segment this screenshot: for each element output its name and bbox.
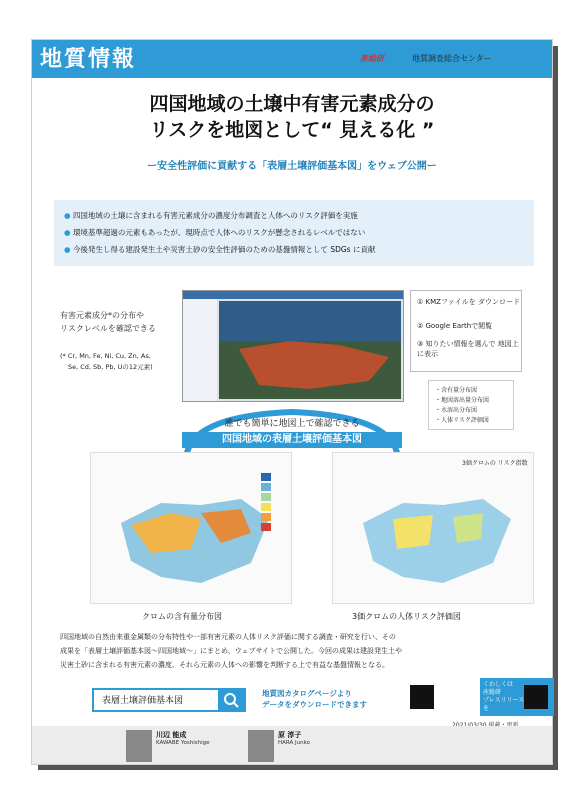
- bullet-text: 環境基準超過の元素もあったが、現時点で人体へのリスクが懸念されるレベルではない: [72, 228, 366, 237]
- main-title-line2: リスクを地図として“ 見える化 ”: [149, 119, 435, 141]
- subtitle: ー安全性評価に貢献する「表層土壌評価基本図」をウェブ公開ー: [147, 161, 437, 172]
- left-text-line2: リスクレベルを確認できる: [60, 324, 156, 333]
- bullet-dot-icon: ●: [64, 211, 73, 220]
- step-select: ③ 知りたい情報を選んで 地図上に表示: [417, 340, 519, 358]
- aist-logo: 産総研: [360, 54, 384, 63]
- press-line: を: [483, 705, 490, 712]
- author-roman-name: HARA Junko: [278, 740, 310, 746]
- category-item: ・含有量分布図: [435, 387, 478, 394]
- category-item: ・人体リスク評価図: [435, 417, 489, 424]
- bullet-text: 今後発生し得る建設発生土や災害土砂の安全性評価のための基盤情報として SDGs に貢献: [72, 245, 376, 254]
- screenshot-map: [219, 301, 401, 399]
- step-view: ② Google Earthで閲覧: [417, 322, 493, 330]
- download-note-line1: 地質図カタログページより: [262, 689, 352, 698]
- bullet-dot-icon: ●: [64, 228, 73, 237]
- map-caption-right: 3価クロムの人体リスク評価図: [352, 612, 461, 621]
- screenshot-sidebar: [183, 299, 217, 401]
- body-paragraph-line: 成果を「表層土壌評価基本図～四国地域～」にまとめ、ウェブサイトで公開した。今回の成果は建設発生土や: [60, 647, 402, 655]
- download-note: [262, 688, 367, 710]
- gsj-logo: 地質調査総合センター: [412, 54, 492, 63]
- author-roman-name: KAWABE Yoshishige: [156, 740, 210, 746]
- press-qr-code-icon[interactable]: [524, 685, 548, 709]
- press-line: プレスリリース: [483, 697, 525, 704]
- search-button[interactable]: [218, 690, 244, 710]
- key-points-box: [54, 200, 534, 266]
- press-line: くわしくは: [483, 681, 514, 688]
- left-text-line1: 有害元素成分*の分布や: [60, 311, 144, 320]
- bullet-item: [64, 210, 358, 221]
- bullet-item: [64, 244, 375, 255]
- bullet-text: 四国地域の土壌に含まれる有害元素成分の濃度分布調査と人体へのリスク評価を実施: [72, 211, 358, 220]
- search-icon: [218, 690, 244, 710]
- screenshot-titlebar: [183, 291, 403, 299]
- shikoku-map-icon: [219, 301, 401, 399]
- map-caption-left: クロムの含有量分布図: [142, 612, 222, 621]
- middle-caption: 誰でも簡単に地図上で確認できる: [224, 419, 360, 429]
- main-title-line1: 四国地域の土壌中有害元素成分の: [149, 93, 435, 115]
- bullet-dot-icon: ●: [64, 245, 73, 254]
- risk-map-icon: [333, 453, 533, 603]
- chromium-risk-map: [332, 452, 534, 604]
- element-note-line1: (* Cr, Mn, Fe, Ni, Cu, Zn, As,: [60, 352, 151, 360]
- step-download: ① KMZファイルを ダウンロード: [417, 298, 521, 306]
- element-note-line2: Se, Cd, Sb, Pb, Uの12元素): [68, 363, 153, 371]
- category-item: ・地図溶出量分布図: [435, 397, 490, 404]
- author-name: 原 淳子: [278, 731, 302, 739]
- content-map-icon: [91, 453, 291, 603]
- author-photo-avatar: [248, 730, 274, 762]
- legend-title: 3価クロムの リスク指数: [462, 460, 528, 467]
- chromium-content-map: [90, 452, 292, 604]
- map-series-title: 四国地域の表層土壌評価基本図: [182, 432, 402, 448]
- body-paragraph-line: 四国地域の自然由来重金属類の分布特性や一部有害元素の人体リスク評価に関する調査・研究を行い、その: [60, 633, 396, 641]
- document-page: [32, 40, 552, 764]
- download-note-line2: データをダウンロードできます: [262, 700, 367, 709]
- search-box[interactable]: [92, 688, 246, 712]
- author-name: 川辺 能成: [156, 731, 187, 739]
- google-earth-screenshot: [182, 290, 404, 402]
- press-line: 産総研: [483, 689, 502, 696]
- catalog-qr-code-icon[interactable]: [410, 685, 434, 709]
- body-paragraph-line: 災害土砂に含まれる有害元素の濃度、それら元素の人体への影響を判断する上で有益な基盤情報となる。: [60, 661, 389, 669]
- band-title: 地質情報: [40, 47, 137, 72]
- search-text: 表層土壌評価基本図: [102, 696, 184, 706]
- header-band: [32, 40, 552, 78]
- category-item: ・水溶出分布図: [435, 407, 478, 414]
- author-photo-avatar: [126, 730, 152, 762]
- usage-steps: [410, 290, 522, 372]
- bullet-item: [64, 227, 365, 238]
